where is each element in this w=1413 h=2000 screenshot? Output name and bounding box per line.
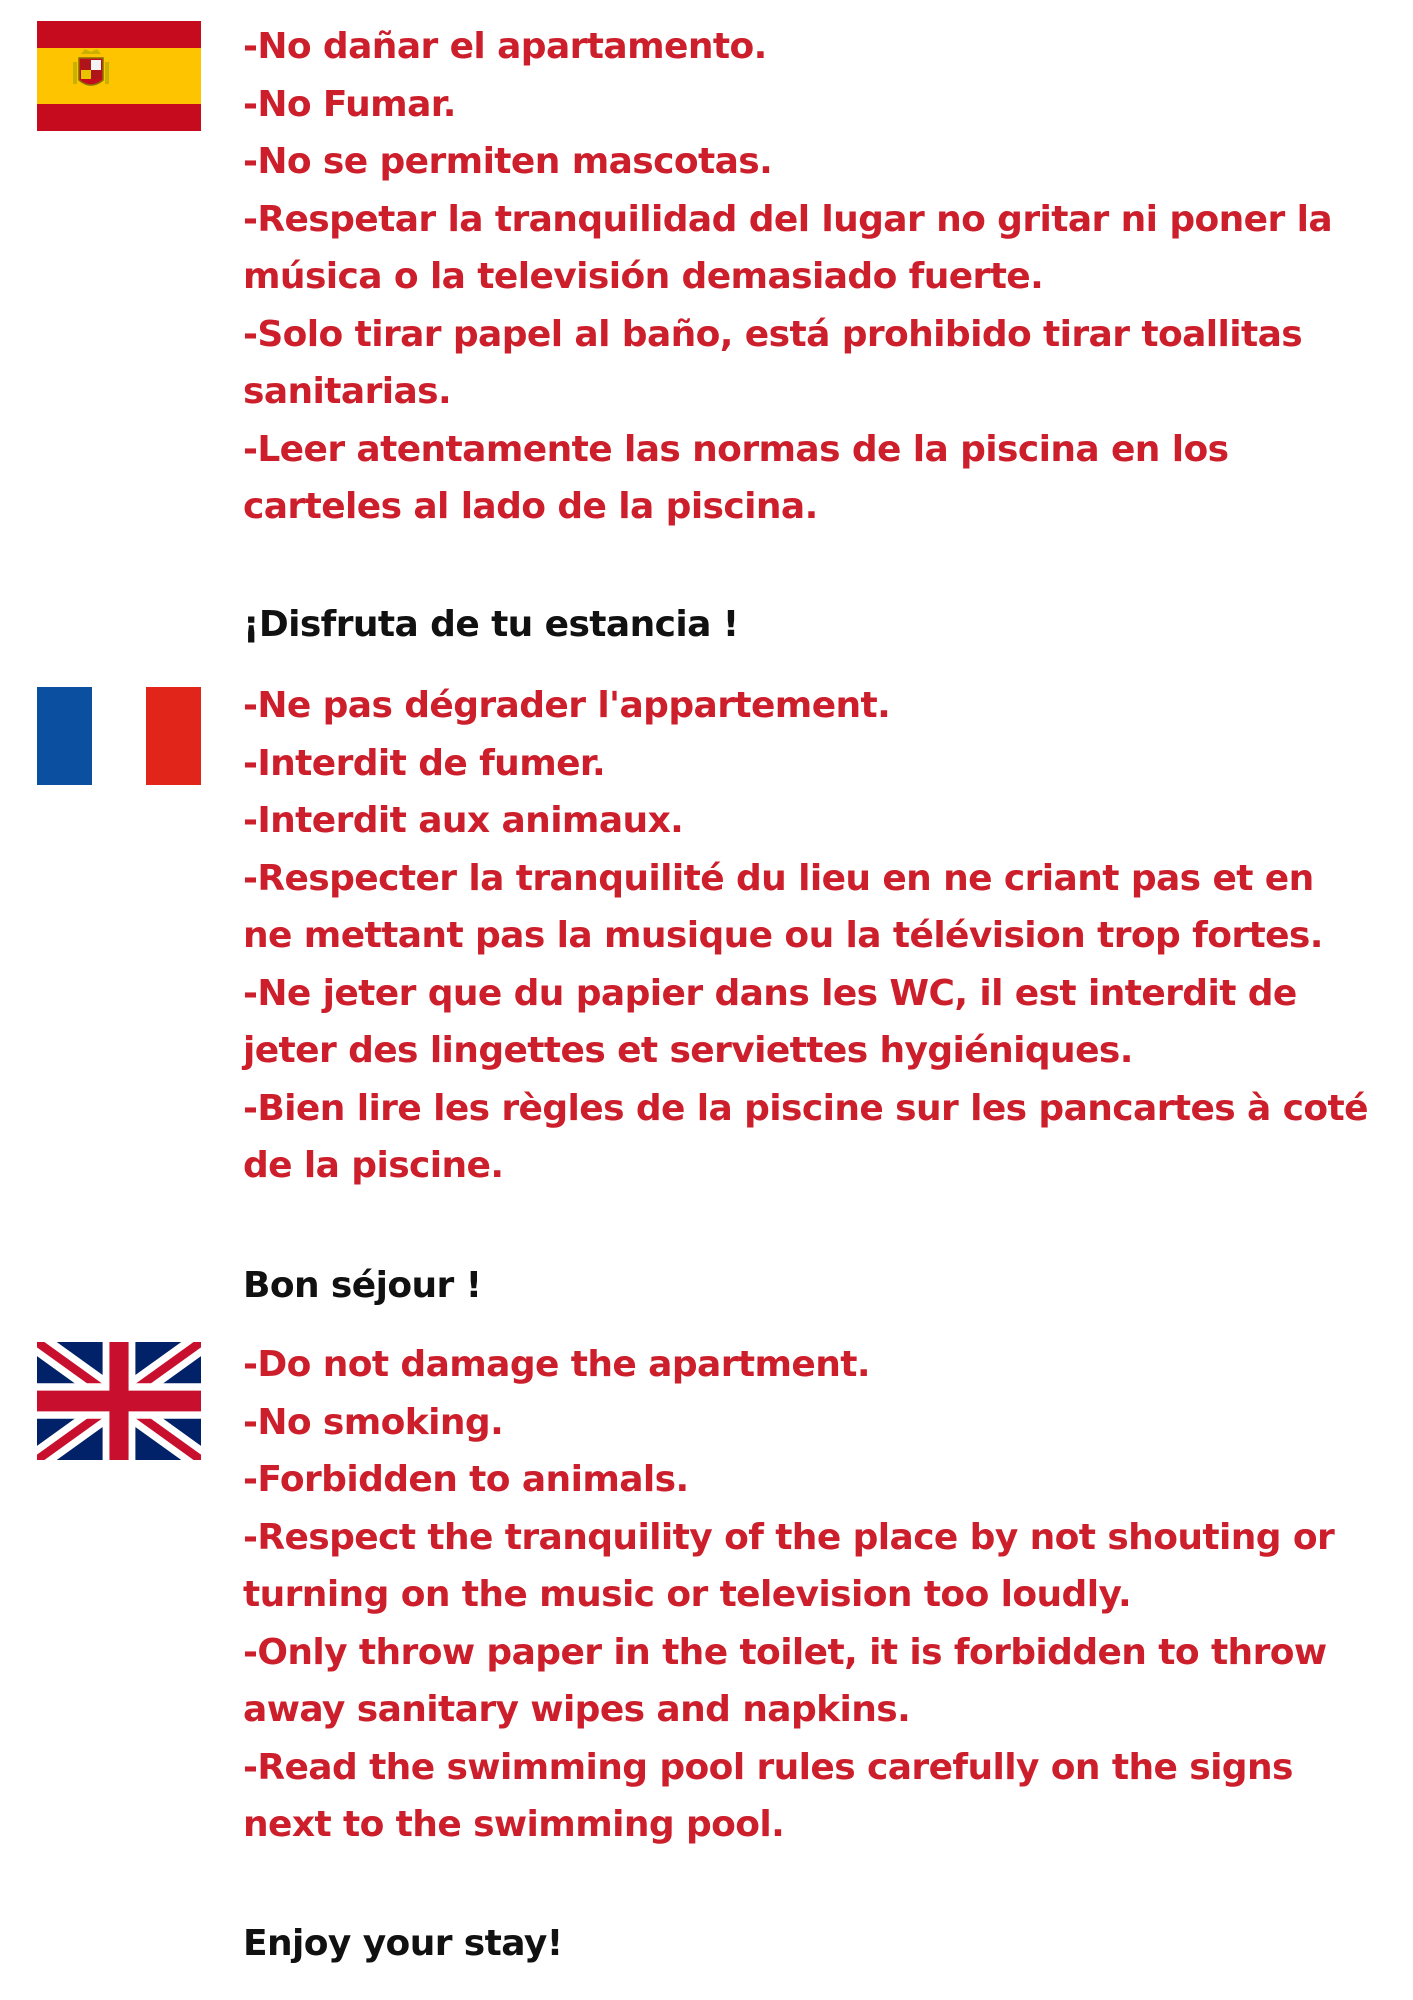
- rule-line: -No Fumar.: [243, 83, 456, 125]
- spain-flag-icon: [37, 21, 201, 131]
- rule-line: turning on the music or television too loudly.: [243, 1574, 1132, 1615]
- rule-line: -Interdit de fumer.: [243, 742, 606, 784]
- english-closing-text: Enjoy your stay!: [243, 1923, 563, 1964]
- rule-line: sanitarias.: [243, 371, 452, 412]
- rule-line: carteles al lado de la piscina.: [243, 486, 818, 527]
- rule-line: -Leer atentamente las normas de la piscina en los: [243, 428, 1229, 470]
- rule-line: next to the swimming pool.: [243, 1804, 785, 1845]
- spanish-rules-list: [243, 18, 1403, 536]
- spanish-closing-text: ¡Disfruta de tu estancia !: [243, 604, 739, 645]
- rule-line: -Respect the tranquility of the place by not shouting or: [243, 1516, 1335, 1558]
- rule-line: ne mettant pas la musique ou la télévision trop fortes.: [243, 915, 1323, 956]
- france-flag-icon: [37, 687, 201, 785]
- rule-line: -Bien lire les règles de la piscine sur les pancartes à coté: [243, 1087, 1368, 1129]
- rule-line: jeter des lingettes et serviettes hygiéniques.: [243, 1030, 1133, 1071]
- rule-line: -Only throw paper in the toilet, it is forbidden to throw: [243, 1631, 1327, 1673]
- rule-line: -Respecter la tranquilité du lieu en ne criant pas et en: [243, 857, 1314, 899]
- rule-line: de la piscine.: [243, 1145, 504, 1186]
- french-rules-list: [243, 677, 1403, 1195]
- french-closing-text: Bon séjour !: [243, 1265, 482, 1306]
- rule-line: -Forbidden to animals.: [243, 1459, 689, 1500]
- rule-line: -No dañar el apartamento.: [243, 26, 767, 67]
- rule-line: away sanitary wipes and napkins.: [243, 1689, 911, 1730]
- rule-line: música o la televisión demasiado fuerte.: [243, 256, 1044, 297]
- english-rules-list: [243, 1336, 1403, 1854]
- rule-line: -Read the swimming pool rules carefully on the signs: [243, 1746, 1293, 1788]
- rule-line: -Ne pas dégrader l'appartement.: [243, 685, 891, 726]
- rule-line: -No se permiten mascotas.: [243, 141, 773, 182]
- rule-line: -Solo tirar papel al baño, está prohibido tirar toallitas: [243, 313, 1303, 355]
- rule-line: -Do not damage the apartment.: [243, 1344, 870, 1385]
- uk-flag-icon: [37, 1342, 201, 1460]
- rule-line: -No smoking.: [243, 1401, 504, 1443]
- rule-line: -Ne jeter que du papier dans les WC, il est interdit de: [243, 972, 1297, 1014]
- rule-line: -Respetar la tranquilidad del lugar no gritar ni poner la: [243, 198, 1333, 240]
- rule-line: -Interdit aux animaux.: [243, 800, 684, 841]
